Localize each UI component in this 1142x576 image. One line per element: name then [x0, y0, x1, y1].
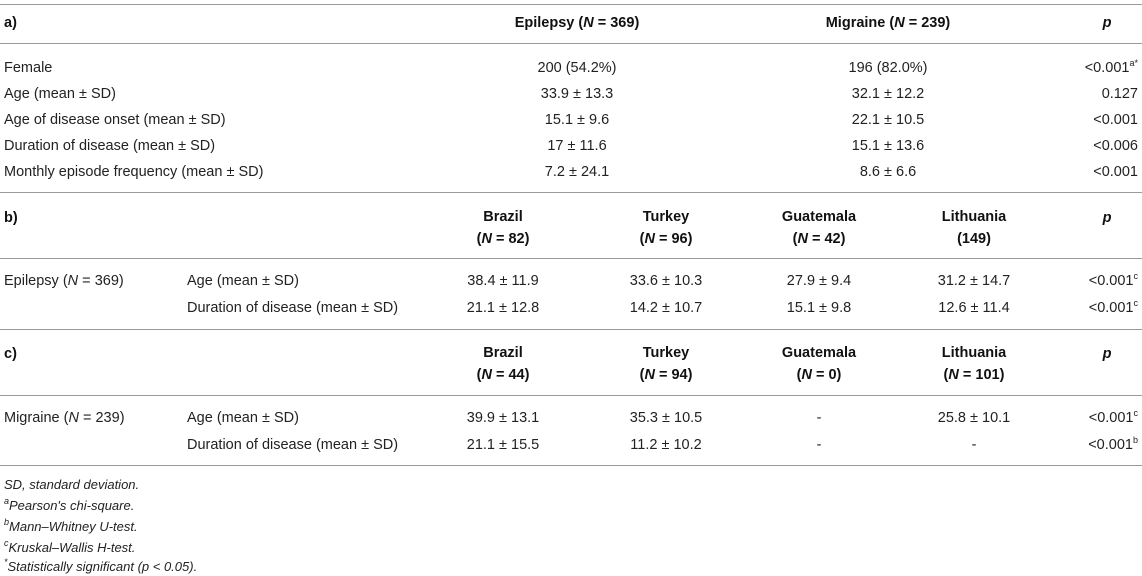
section-c-row-value: 25.8 ± 10.1 [937, 410, 1011, 426]
section-b-header-p: p [1102, 210, 1112, 226]
section-b-group-label: Epilepsy (N = 369) [4, 273, 124, 289]
footnote: $^c$Kruskal–Wallis H-test. [4, 538, 136, 555]
section-a-row-p: <0.001 [1093, 164, 1138, 180]
section-b-col-header: Brazil (N = 82) [476, 209, 530, 247]
section-a-row-migraine: 196 (82.0%) [848, 60, 928, 76]
section-c-col-header: Lithuania (N = 101) [941, 345, 1007, 383]
section-a-header-rule [0, 43, 1142, 44]
section-a-row-label: Age of disease onset (mean ± SD) [4, 112, 226, 128]
section-b-col-header: Guatemala (N = 42) [781, 209, 857, 247]
section-a-row-label: Age (mean ± SD) [4, 86, 116, 102]
section-c-top-rule [0, 329, 1142, 330]
section-b-row-value: 15.1 ± 9.8 [786, 300, 852, 316]
footnote: SD, standard deviation. [4, 477, 140, 492]
section-c-row-p: <0.001$^b$ [1088, 435, 1138, 453]
section-a-row-p: <0.001 [1093, 112, 1138, 128]
section-a-row-migraine: 32.1 ± 12.2 [851, 86, 925, 102]
section-b-row-value: 12.6 ± 11.4 [938, 300, 1010, 316]
section-c-row-value: 11.2 ± 10.2 [630, 437, 702, 453]
section-a-row-p: <0.006 [1093, 138, 1138, 154]
section-c-row-value: - [816, 410, 822, 426]
section-b-row-value: 14.2 ± 10.7 [629, 300, 703, 316]
section-c-row-value: 35.3 ± 10.5 [629, 410, 703, 426]
section-c-row-p: <0.001$^c$ [1088, 408, 1138, 426]
section-c-row-label: Duration of disease (mean ± SD) [187, 437, 399, 453]
section-b-top-rule [0, 192, 1142, 193]
section-b-row-p: <0.001$^c$ [1088, 298, 1138, 316]
section-a-row-epilepsy: 15.1 ± 9.6 [544, 112, 610, 128]
section-a-row-p: 0.127 [1101, 86, 1138, 102]
header-p: p [1102, 15, 1112, 31]
section-b-row-label: Duration of disease (mean ± SD) [187, 300, 399, 316]
section-c-row-value: 21.1 ± 15.5 [466, 437, 540, 453]
section-a-row-migraine: 22.1 ± 10.5 [851, 112, 925, 128]
section-b-row-value: 21.1 ± 12.8 [466, 300, 540, 316]
section-b-row-value: 38.4 ± 11.9 [467, 273, 539, 289]
section-c-row-value: - [971, 437, 977, 453]
section-c-col-header: Turkey (N = 94) [639, 345, 693, 383]
section-b-row-p: <0.001$^c$ [1088, 271, 1138, 289]
section-b-label: b) [4, 210, 18, 226]
table-bottom-rule [0, 465, 1142, 466]
section-a-row-epilepsy: 200 (54.2%) [537, 60, 617, 76]
section-b-row-value: 33.6 ± 10.3 [629, 273, 703, 289]
section-b-row-label: Age (mean ± SD) [187, 273, 299, 289]
footnote: $^b$Mann–Whitney U-test. [4, 517, 138, 534]
section-a-row-label: Female [4, 60, 53, 76]
header-epilepsy: Epilepsy (N = 369) [514, 15, 640, 31]
section-b-row-value: 27.9 ± 9.4 [786, 273, 852, 289]
section-c-header-p: p [1102, 346, 1112, 362]
footnote: $^a$Pearson's chi-square. [4, 496, 135, 513]
section-c-label: c) [4, 346, 17, 362]
section-a-row-epilepsy: 17 ± 11.6 [547, 138, 607, 154]
section-b-col-header: Lithuania (149) [941, 209, 1007, 247]
section-a-row-label: Duration of disease (mean ± SD) [4, 138, 216, 154]
header-migraine: Migraine (N = 239) [825, 15, 951, 31]
section-a-row-epilepsy: 7.2 ± 24.1 [544, 164, 610, 180]
section-c-col-header: Guatemala (N = 0) [781, 345, 857, 383]
section-a-row-migraine: 8.6 ± 6.6 [859, 164, 917, 180]
section-c-group-label: Migraine (N = 239) [4, 410, 125, 426]
section-b-row-value: 31.2 ± 14.7 [937, 273, 1011, 289]
section-c-header-rule [0, 395, 1142, 396]
table-top-rule [0, 4, 1142, 5]
section-c-col-header: Brazil (N = 44) [476, 345, 530, 383]
section-c-row-value: 39.9 ± 13.1 [466, 410, 540, 426]
section-a-row-migraine: 15.1 ± 13.6 [851, 138, 925, 154]
section-c-row-value: - [816, 437, 822, 453]
section-a-row-p: $<0.001^{a*}$ [1084, 58, 1138, 76]
footnote: *Statistically significant (p < 0.05). [4, 557, 198, 574]
section-a-row-epilepsy: 33.9 ± 13.3 [540, 86, 614, 102]
section-c-row-label: Age (mean ± SD) [187, 410, 299, 426]
section-a-label: a) [4, 15, 17, 31]
section-a-row-label: Monthly episode frequency (mean ± SD) [4, 164, 264, 180]
section-b-header-rule [0, 258, 1142, 259]
section-b-col-header: Turkey (N = 96) [639, 209, 693, 247]
